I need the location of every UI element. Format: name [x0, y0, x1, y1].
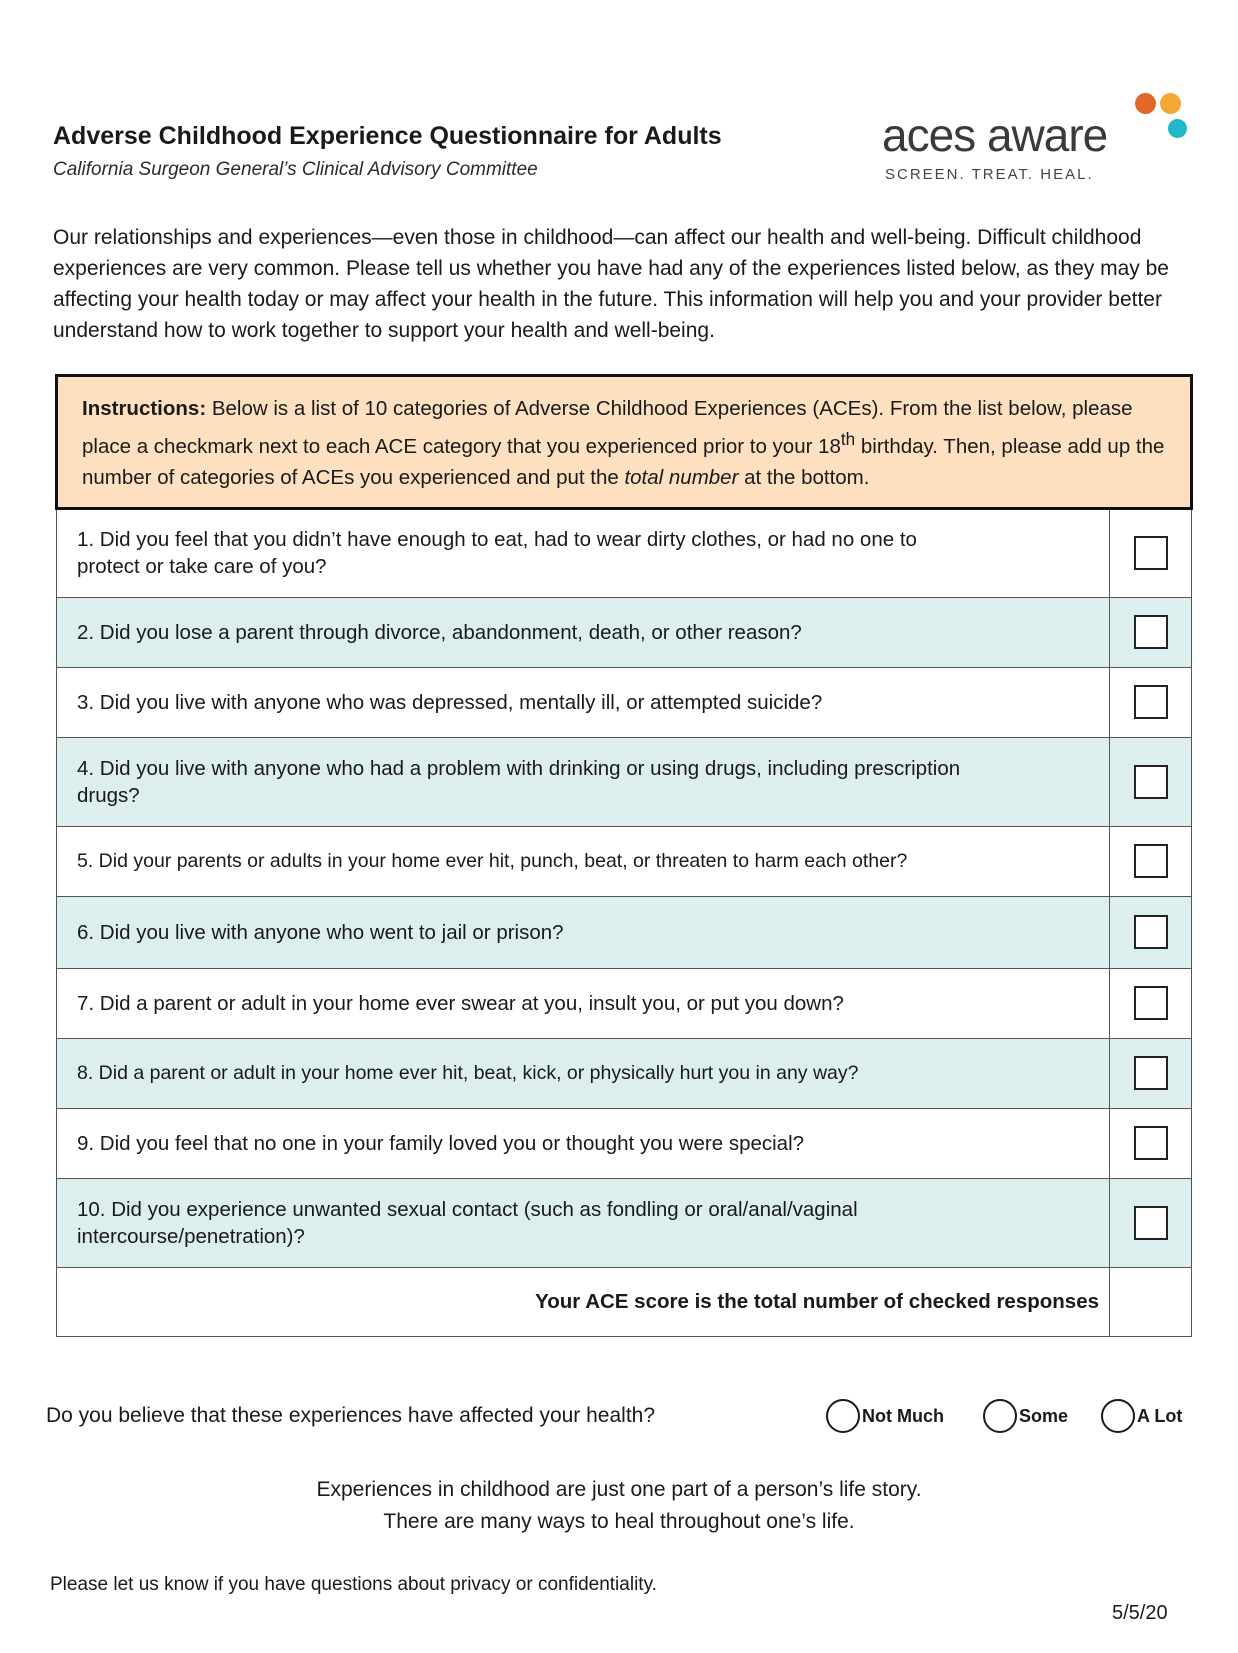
question-check-cell-3 — [1110, 667, 1192, 737]
question-text-7: 7. Did a parent or adult in your home ever swear at you, insult you, or put you down? — [57, 968, 1110, 1038]
logo-wordmark: aces aware — [882, 109, 1108, 161]
question-row-4 — [57, 737, 1192, 826]
question-checkbox-9[interactable] — [1134, 1126, 1168, 1160]
question-text-8: 8. Did a parent or adult in your home ever hit, beat, kick, or physically hurt you in any way? — [57, 1038, 1110, 1108]
logo-dot-teal — [1168, 119, 1187, 138]
question-check-cell-6 — [1110, 896, 1192, 968]
questionnaire-table — [55, 374, 1193, 1337]
radio-label-a-lot: A Lot — [1137, 1405, 1183, 1426]
question-checkbox-8[interactable] — [1134, 1056, 1168, 1090]
question-text-4: 4. Did you live with anyone who had a problem with drinking or using drugs, including prescription drugs? — [57, 737, 1110, 826]
logo-dot-yellow — [1160, 93, 1181, 114]
question-checkbox-3[interactable] — [1134, 685, 1168, 719]
radio-label-not-much: Not Much — [862, 1405, 944, 1426]
question-row-5 — [57, 826, 1192, 896]
question-check-cell-9 — [1110, 1108, 1192, 1178]
aces-aware-logo — [882, 88, 1192, 188]
question-row-2 — [57, 597, 1192, 667]
question-text-3: 3. Did you live with anyone who was depressed, mentally ill, or attempted suicide? — [57, 667, 1110, 737]
question-text-5: 5. Did your parents or adults in your home ever hit, punch, beat, or threaten to harm each other? — [57, 826, 1110, 896]
question-check-cell-4 — [1110, 737, 1192, 826]
question-checkbox-2[interactable] — [1134, 615, 1168, 649]
closing-line-1: Experiences in childhood are just one part of a person’s life story. — [316, 1478, 922, 1501]
question-checkbox-7[interactable] — [1134, 986, 1168, 1020]
question-row-3 — [57, 667, 1192, 737]
question-checkbox-10[interactable] — [1134, 1206, 1168, 1240]
header — [53, 122, 722, 181]
logo-dot-orange — [1135, 93, 1156, 114]
question-check-cell-8 — [1110, 1038, 1192, 1108]
instructions-text-2: birthday. Then, please add up the number of categories of ACEs you experienced and put the — [82, 434, 1165, 489]
privacy-note: Please let us know if you have questions about privacy or confidentiality. — [50, 1574, 657, 1595]
radio-option-some[interactable] — [983, 1399, 1068, 1433]
question-checkbox-1[interactable] — [1134, 536, 1168, 570]
logo-tagline: SCREEN. TREAT. HEAL. — [885, 166, 1094, 183]
question-text-10: 10. Did you experience unwanted sexual contact (such as fondling or oral/anal/vaginal intercourse/penetration)? — [57, 1178, 1110, 1267]
question-row-7 — [57, 968, 1192, 1038]
score-row — [57, 1267, 1192, 1336]
radio-label-some: Some — [1019, 1405, 1069, 1426]
question-checkbox-4[interactable] — [1134, 765, 1168, 799]
question-text-2: 2. Did you lose a parent through divorce, abandonment, death, or other reason? — [57, 597, 1110, 667]
form-date: 5/5/20 — [1112, 1602, 1168, 1624]
question-text-1: 1. Did you feel that you didn’t have enough to eat, had to wear dirty clothes, or had no one to protect or take care of you? — [57, 508, 1110, 597]
closing-line-2: There are many ways to heal throughout one’s life. — [383, 1510, 855, 1533]
radio-circle-not-much[interactable] — [826, 1399, 860, 1433]
question-row-1 — [57, 508, 1192, 597]
question-row-10 — [57, 1178, 1192, 1267]
question-row-8 — [57, 1038, 1192, 1108]
score-input-box[interactable] — [1110, 1267, 1192, 1336]
closing-message — [0, 1474, 1238, 1538]
question-row-9 — [57, 1108, 1192, 1178]
page-title: Adverse Childhood Experience Questionnaire for Adults — [53, 122, 722, 150]
instructions-superscript: th — [840, 430, 856, 449]
question-checkbox-5[interactable] — [1134, 844, 1168, 878]
radio-option-not-much[interactable] — [826, 1399, 944, 1433]
instructions-text-1: Below is a list of 10 categories of Adverse Childhood Experiences (ACEs). From the list below, please place a checkmark next to each ACE category that you experienced prior to your 18 — [82, 397, 1133, 458]
radio-circle-some[interactable] — [983, 1399, 1017, 1433]
question-check-cell-1 — [1110, 508, 1192, 597]
radio-circle-a-lot[interactable] — [1101, 1399, 1135, 1433]
health-effect-question: Do you believe that these experiences have affected your health? — [46, 1404, 656, 1427]
radio-option-a-lot[interactable] — [1101, 1399, 1182, 1433]
question-row-6 — [57, 896, 1192, 968]
question-checkbox-6[interactable] — [1134, 915, 1168, 949]
question-check-cell-10 — [1110, 1178, 1192, 1267]
instructions-box — [57, 376, 1192, 509]
instructions-text-3: at the bottom. — [738, 465, 870, 489]
instructions-emphasis: total number — [624, 465, 739, 489]
question-check-cell-7 — [1110, 968, 1192, 1038]
score-label: Your ACE score is the total number of checked responses — [57, 1267, 1110, 1336]
instructions-row — [57, 376, 1192, 509]
question-check-cell-5 — [1110, 826, 1192, 896]
question-text-9: 9. Did you feel that no one in your family loved you or thought you were special? — [57, 1108, 1110, 1178]
instructions-label: Instructions: — [82, 397, 207, 420]
intro-paragraph: Our relationships and experiences—even those in childhood—can affect our health and well-being. Difficult childhood experiences are very common. Please tell us whether you have had any of the experiences listed below, as they may be affecting your health today or may affect your health in the future. This information will help you and your provider better understand how to work together to support your health and well-being. — [53, 226, 1169, 342]
question-text-6: 6. Did you live with anyone who went to jail or prison? — [57, 896, 1110, 968]
question-check-cell-2 — [1110, 597, 1192, 667]
page-subtitle: California Surgeon General’s Clinical Advisory Committee — [53, 159, 538, 180]
